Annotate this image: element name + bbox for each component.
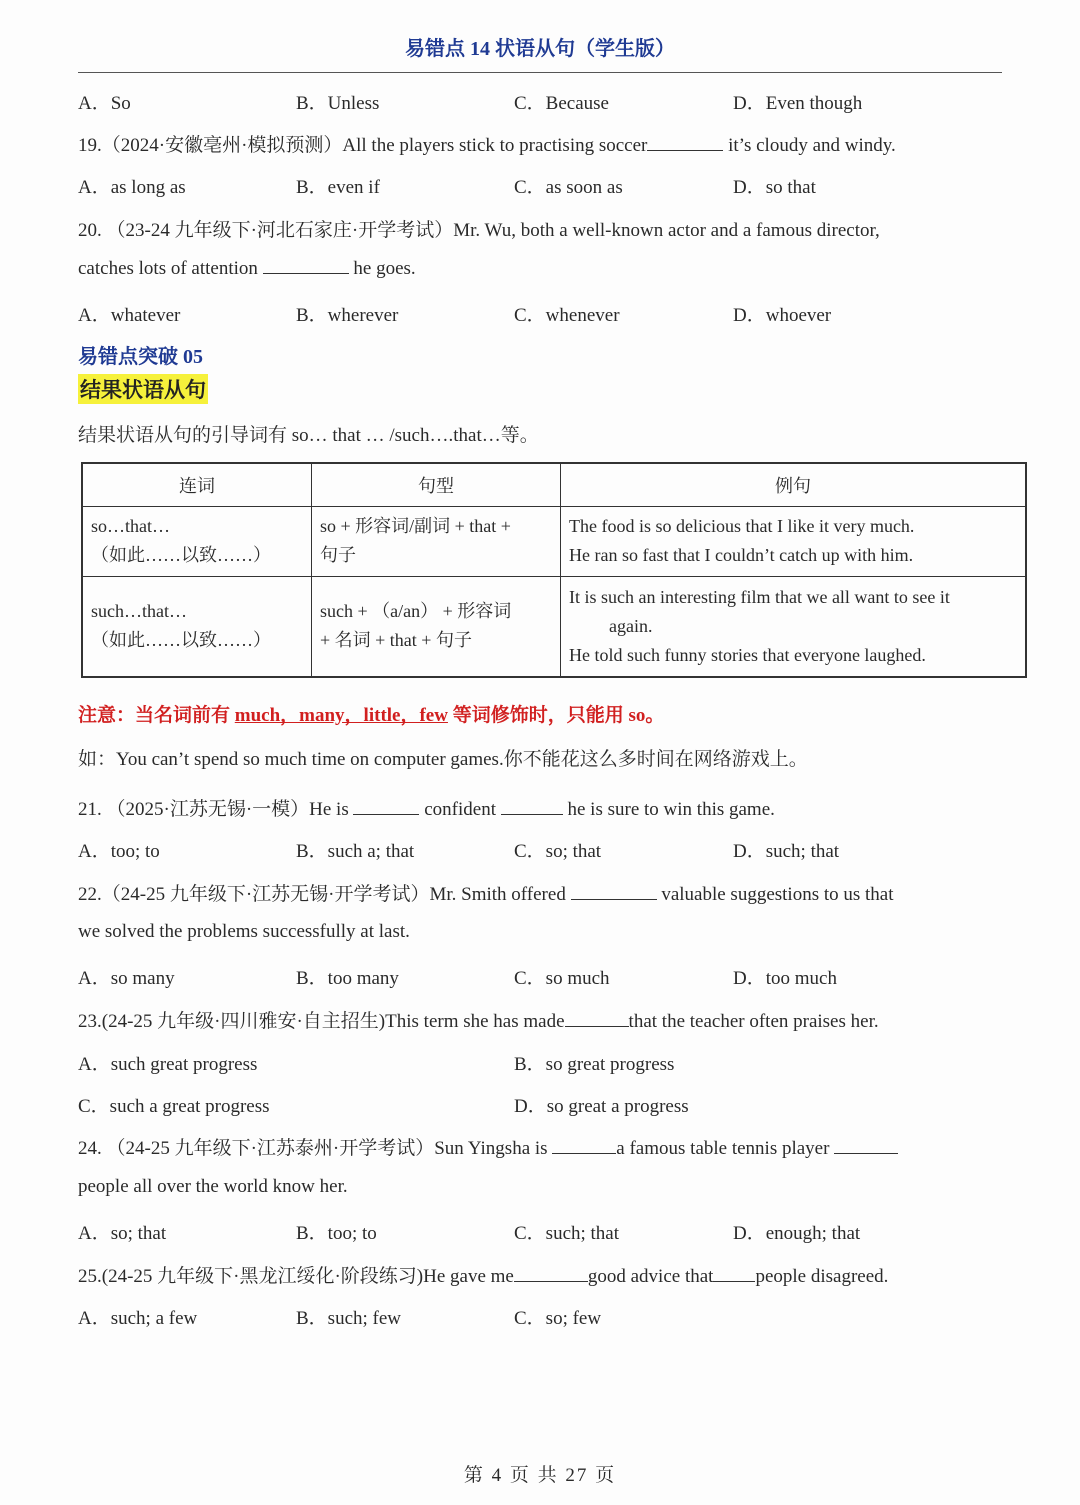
note-warning bbox=[78, 700, 664, 727]
q18-option-c: C．Because bbox=[514, 93, 609, 114]
q18-option-d: D．Even though bbox=[733, 93, 863, 114]
note-suffix: 等词修饰时，只能用 so。 bbox=[447, 705, 665, 726]
table-cell-pattern bbox=[312, 576, 561, 677]
q23-stem bbox=[78, 1006, 879, 1033]
example-line: 如：You can’t spend so much time on computer games.你不能花这么多时间在网络游戏上。 bbox=[78, 749, 808, 770]
q19-blank bbox=[647, 134, 723, 151]
table-header-pattern: 句型 bbox=[312, 463, 561, 507]
q23-option-d: D．so great a progress bbox=[514, 1096, 689, 1117]
q21-blank-2 bbox=[501, 798, 563, 815]
q20-option-a: A．whatever bbox=[78, 305, 181, 326]
table-row bbox=[82, 576, 1026, 677]
q23-blank bbox=[565, 1010, 629, 1027]
q22-stem-line2: we solved the problems successfully at last. bbox=[78, 921, 410, 942]
q19-option-b: B．even if bbox=[296, 177, 380, 198]
table-cell-conj bbox=[82, 507, 312, 577]
q23-option-c: C．such a great progress bbox=[78, 1096, 270, 1117]
q21-option-c: C．so; that bbox=[514, 841, 602, 862]
q24-option-c: C．such; that bbox=[514, 1223, 620, 1244]
q21-stem-start: 21. （2025·江苏无锡·一模）He is bbox=[78, 799, 354, 820]
q25-option-c: C．so; few bbox=[514, 1308, 602, 1329]
q24-stem-line2: people all over the world know her. bbox=[78, 1176, 348, 1197]
q19-option-c: C．as soon as bbox=[514, 177, 623, 198]
q25-blank-2 bbox=[713, 1265, 755, 1282]
table-cell-example bbox=[561, 576, 1027, 677]
q25-stem-mid: good advice that bbox=[587, 1266, 714, 1287]
conj-meaning: （如此……以致……） bbox=[91, 630, 271, 651]
q21-option-a: A．too; to bbox=[78, 841, 160, 862]
q25-stem-end: people disagreed. bbox=[755, 1266, 889, 1287]
q21-stem-end: he is sure to win this game. bbox=[562, 799, 775, 820]
example-sentence: He told such funny stories that everyone laughed. bbox=[569, 644, 926, 665]
q19-stem-end: it’s cloudy and windy. bbox=[723, 135, 896, 156]
table-cell-example bbox=[561, 507, 1027, 577]
q22-stem-line1 bbox=[78, 879, 894, 906]
conj-meaning: （如此……以致……） bbox=[91, 545, 271, 566]
q23-option-b: B．so great progress bbox=[514, 1054, 675, 1075]
q22-stem-end: valuable suggestions to us that bbox=[656, 884, 894, 905]
q25-option-a: A．such; a few bbox=[78, 1308, 198, 1329]
q24-option-a: A．so; that bbox=[78, 1223, 167, 1244]
q21-option-d: D．such; that bbox=[733, 841, 840, 862]
q23-stem-end: that the teacher often praises her. bbox=[628, 1011, 879, 1032]
section-intro: 结果状语从句的引导词有 so… that … /such….that…等。 bbox=[78, 425, 539, 446]
table-header-example: 例句 bbox=[561, 463, 1027, 507]
q22-stem-start: 22.（24-25 九年级下·江苏无锡·开学考试）Mr. Smith offered bbox=[78, 884, 571, 905]
q22-option-d: D．too much bbox=[733, 968, 837, 989]
section-heading: 易错点突破 05 bbox=[78, 346, 203, 368]
grammar-table bbox=[81, 462, 1027, 678]
q23-option-a: A．such great progress bbox=[78, 1054, 258, 1075]
q24-option-b: B．too; to bbox=[296, 1223, 377, 1244]
example-sentence: It is such an interesting film that we all want to see it bbox=[569, 586, 950, 607]
q24-blank-1 bbox=[552, 1137, 616, 1154]
example-sentence: The food is so delicious that I like it very much. bbox=[569, 516, 915, 537]
table-header-conj: 连词 bbox=[82, 463, 312, 507]
q19-stem-start: 19.（2024·安徽亳州·模拟预测）All the players stick to practising soccer bbox=[78, 135, 648, 156]
conj-text: so…that… bbox=[91, 516, 170, 537]
pattern-line: such + （a/an） + 形容词 bbox=[320, 601, 512, 622]
q20-stem-start: catches lots of attention bbox=[78, 258, 263, 279]
q21-option-b: B．such a; that bbox=[296, 841, 415, 862]
q22-blank bbox=[571, 883, 657, 900]
q20-option-c: C．whenever bbox=[514, 305, 620, 326]
q24-option-d: D．enough; that bbox=[733, 1223, 861, 1244]
pattern-line: + 名词 + that + 句子 bbox=[320, 630, 472, 651]
page-title: 易错点 14 状语从句（学生版） bbox=[405, 38, 675, 60]
q20-option-b: B．wherever bbox=[296, 305, 399, 326]
pattern-line: 句子 bbox=[320, 545, 356, 566]
q25-blank-1 bbox=[514, 1265, 588, 1282]
conj-text: such…that… bbox=[91, 601, 187, 622]
q24-blank-2 bbox=[834, 1137, 898, 1154]
q20-stem-end: he goes. bbox=[348, 258, 416, 279]
q18-option-b: B．Unless bbox=[296, 93, 380, 114]
topic-highlight: 结果状语从句 bbox=[78, 374, 208, 404]
q25-stem-start: 25.(24-25 九年级下·黑龙江绥化·阶段练习)He gave me bbox=[78, 1266, 514, 1287]
q19-option-a: A．as long as bbox=[78, 177, 186, 198]
q22-option-c: C．so much bbox=[514, 968, 610, 989]
pattern-line: so + 形容词/副词 + that + bbox=[320, 516, 511, 537]
q24-stem-line1 bbox=[78, 1133, 898, 1160]
example-sentence-continued: again. bbox=[609, 615, 653, 636]
q25-option-b: B．such; few bbox=[296, 1308, 402, 1329]
note-underlined: much，many，little，few bbox=[234, 705, 448, 726]
q22-option-b: B．too many bbox=[296, 968, 399, 989]
page-footer: 第 4 页 共 27 页 bbox=[463, 1465, 617, 1486]
q19-stem bbox=[78, 130, 896, 157]
q21-stem bbox=[78, 794, 775, 821]
q24-stem-mid: a famous table tennis player bbox=[616, 1138, 835, 1159]
q24-stem-start: 24. （24-25 九年级下·江苏泰州·开学考试）Sun Yingsha is bbox=[78, 1138, 553, 1159]
q25-stem bbox=[78, 1261, 888, 1288]
table-cell-pattern bbox=[312, 507, 561, 577]
table-header-row bbox=[82, 463, 1026, 507]
q20-blank bbox=[263, 257, 349, 274]
header-divider bbox=[78, 72, 1002, 73]
table-cell-conj bbox=[82, 576, 312, 677]
q18-option-a: A．So bbox=[78, 93, 131, 114]
q20-option-d: D．whoever bbox=[733, 305, 832, 326]
table-row bbox=[82, 507, 1026, 577]
q21-blank-1 bbox=[353, 798, 419, 815]
note-prefix: 注意：当名词前有 bbox=[78, 705, 235, 726]
q20-stem-line2 bbox=[78, 257, 416, 280]
q19-option-d: D．so that bbox=[733, 177, 816, 198]
q21-stem-mid: confident bbox=[419, 799, 501, 820]
example-sentence: He ran so fast that I couldn’t catch up with him. bbox=[569, 545, 914, 566]
q23-stem-start: 23.(24-25 九年级·四川雅安·自主招生)This term she has made bbox=[78, 1011, 565, 1032]
q20-stem-line1: 20. （23-24 九年级下·河北石家庄·开学考试）Mr. Wu, both a well-known actor and a famous director, bbox=[78, 220, 880, 241]
q22-option-a: A．so many bbox=[78, 968, 175, 989]
